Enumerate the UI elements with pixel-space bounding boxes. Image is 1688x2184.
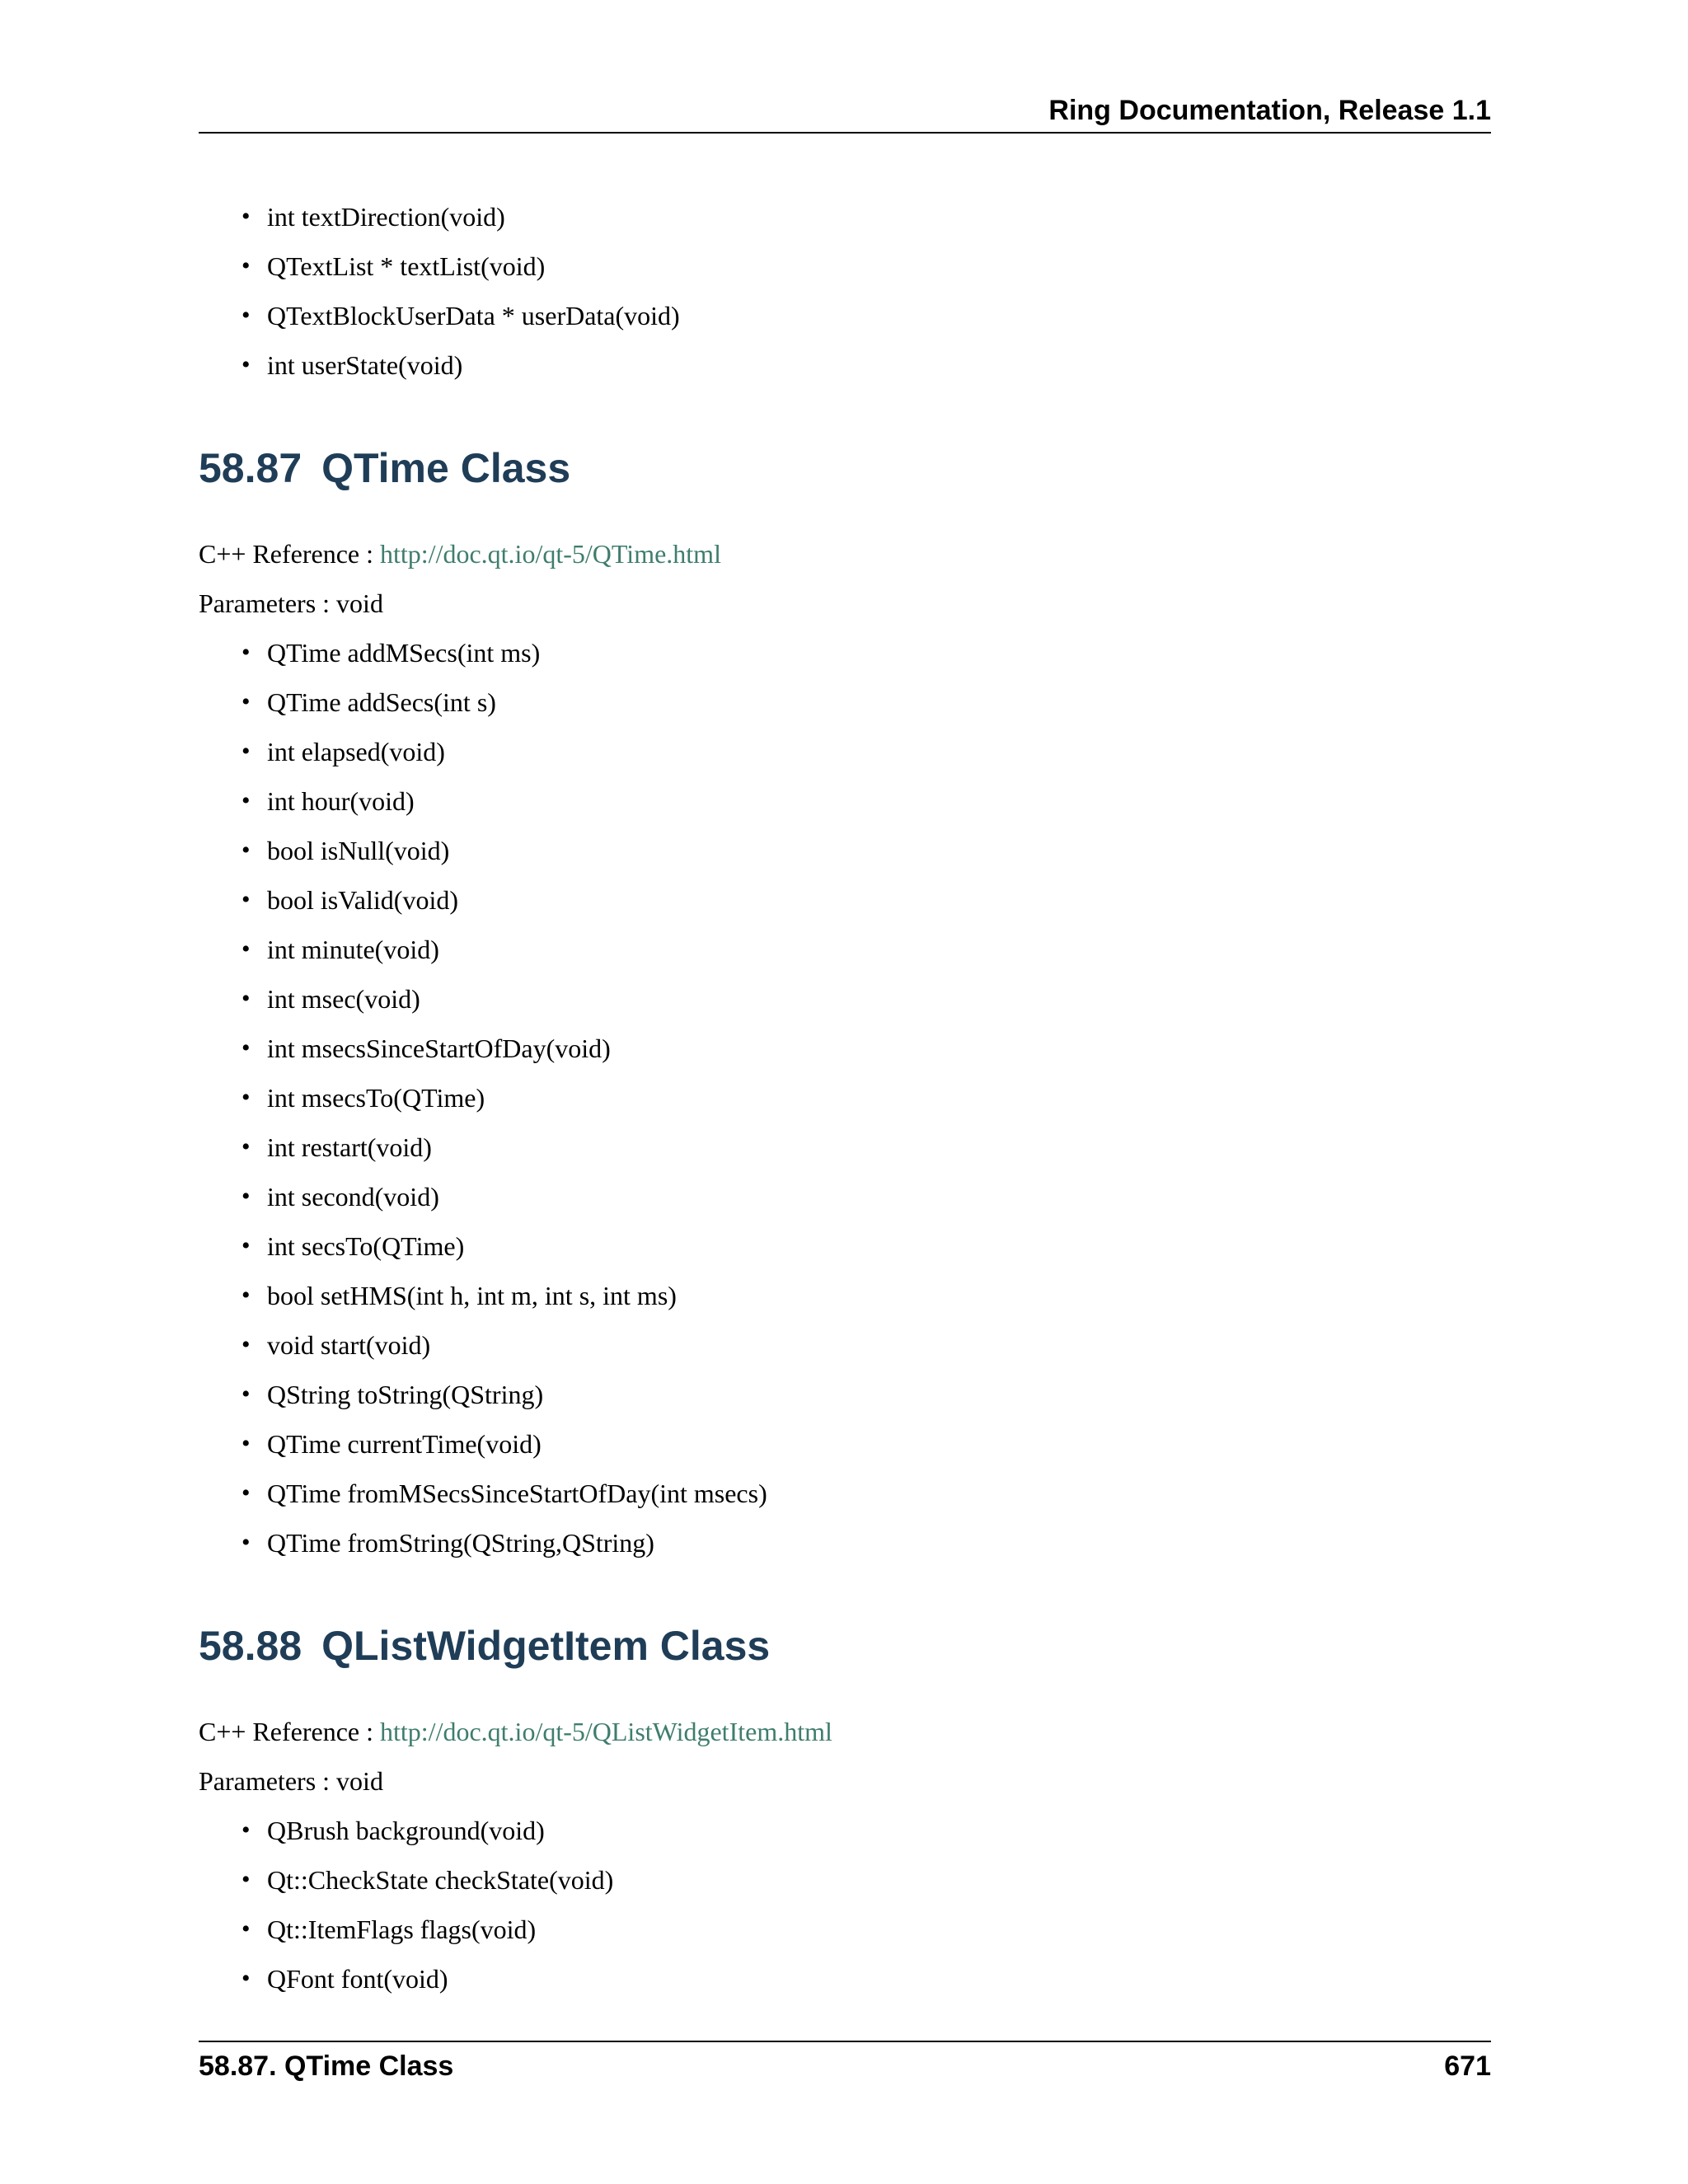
list-item: • int secsTo(QTime) [199,1221,767,1271]
section-title: QListWidgetItem Class [321,1623,771,1669]
bullet-icon: • [241,1034,251,1062]
list-item: • int elapsed(void) [199,727,767,776]
page-number: 671 [1444,2050,1491,2082]
list-item: • QTextList * textList(void) [199,241,680,291]
list-item: • QTime fromMSecsSinceStartOfDay(int msecs) [199,1469,767,1518]
list-item: • QTextBlockUserData * userData(void) [199,291,680,340]
bullet-icon: • [241,935,251,963]
bullet-icon: • [241,1380,251,1408]
reference-link[interactable]: http://doc.qt.io/qt-5/QTime.html [380,539,721,569]
list-item: • int msecsTo(QTime) [199,1073,767,1122]
list-item: • void start(void) [199,1320,767,1370]
list-item: • int hour(void) [199,776,767,826]
bullet-icon: • [241,1133,251,1160]
list-item: • int minute(void) [199,925,767,974]
list-item: • int textDirection(void) [199,192,680,241]
bullet-icon: • [241,639,251,666]
bullet-icon: • [241,203,251,230]
document-title: Ring Documentation, Release 1.1 [1048,95,1491,126]
bullet-icon: • [241,1915,251,1943]
bullet-icon: • [241,302,251,329]
method-list-qtextblock [199,192,680,390]
bullet-icon: • [241,886,251,913]
reference-link[interactable]: http://doc.qt.io/qt-5/QListWidgetItem.html [380,1717,832,1746]
parameters-text: Parameters : void [199,588,383,618]
bullet-icon: • [241,985,251,1012]
list-item: • int userState(void) [199,340,680,390]
section-number: 58.88 [199,1623,302,1669]
bullet-icon: • [241,1232,251,1259]
bullet-icon: • [241,1965,251,1992]
bullet-icon: • [241,1282,251,1309]
page-footer [199,2041,1491,2092]
bullet-icon: • [241,1331,251,1358]
list-item: • QTime addMSecs(int ms) [199,628,767,677]
method-list-qtime [199,628,767,1568]
section-heading-qtime [199,443,570,493]
list-item: • int second(void) [199,1172,767,1221]
list-item: • QTime fromString(QString,QString) [199,1518,767,1568]
list-item: • int restart(void) [199,1122,767,1172]
cpp-reference [199,1707,832,1756]
method-list-qlistwidgetitem [199,1806,613,2004]
bullet-icon: • [241,1084,251,1111]
list-item: • QTime addSecs(int s) [199,677,767,727]
list-item: • Qt::ItemFlags flags(void) [199,1905,613,1954]
bullet-icon: • [241,738,251,765]
bullet-icon: • [241,1866,251,1893]
bullet-icon: • [241,787,251,814]
bullet-icon: • [241,1816,251,1844]
bullet-icon: • [241,1479,251,1507]
parameters-text: Parameters : void [199,1766,383,1796]
footer-section-title: 58.87. QTime Class [199,2050,454,2082]
bullet-icon: • [241,688,251,715]
bullet-icon: • [241,1183,251,1210]
section-number: 58.87 [199,445,302,491]
bullet-icon: • [241,1430,251,1457]
list-item: • int msecsSinceStartOfDay(void) [199,1024,767,1073]
bullet-icon: • [241,252,251,279]
list-item: • bool isNull(void) [199,826,767,875]
list-item: • int msec(void) [199,974,767,1024]
list-item: • QFont font(void) [199,1954,613,2004]
list-item: • QBrush background(void) [199,1806,613,1855]
bullet-icon: • [241,1529,251,1556]
list-item: • bool setHMS(int h, int m, int s, int ms) [199,1271,767,1320]
cpp-reference [199,529,721,579]
section-heading-qlistwidgetitem [199,1621,770,1671]
bullet-icon: • [241,837,251,864]
list-item: • Qt::CheckState checkState(void) [199,1855,613,1905]
reference-label: C++ Reference : [199,539,380,569]
reference-label: C++ Reference : [199,1717,380,1746]
list-item: • QTime currentTime(void) [199,1419,767,1469]
section-title: QTime Class [321,445,571,491]
bullet-icon: • [241,351,251,378]
list-item: • QString toString(QString) [199,1370,767,1419]
list-item: • bool isValid(void) [199,875,767,925]
page-header [199,92,1491,134]
